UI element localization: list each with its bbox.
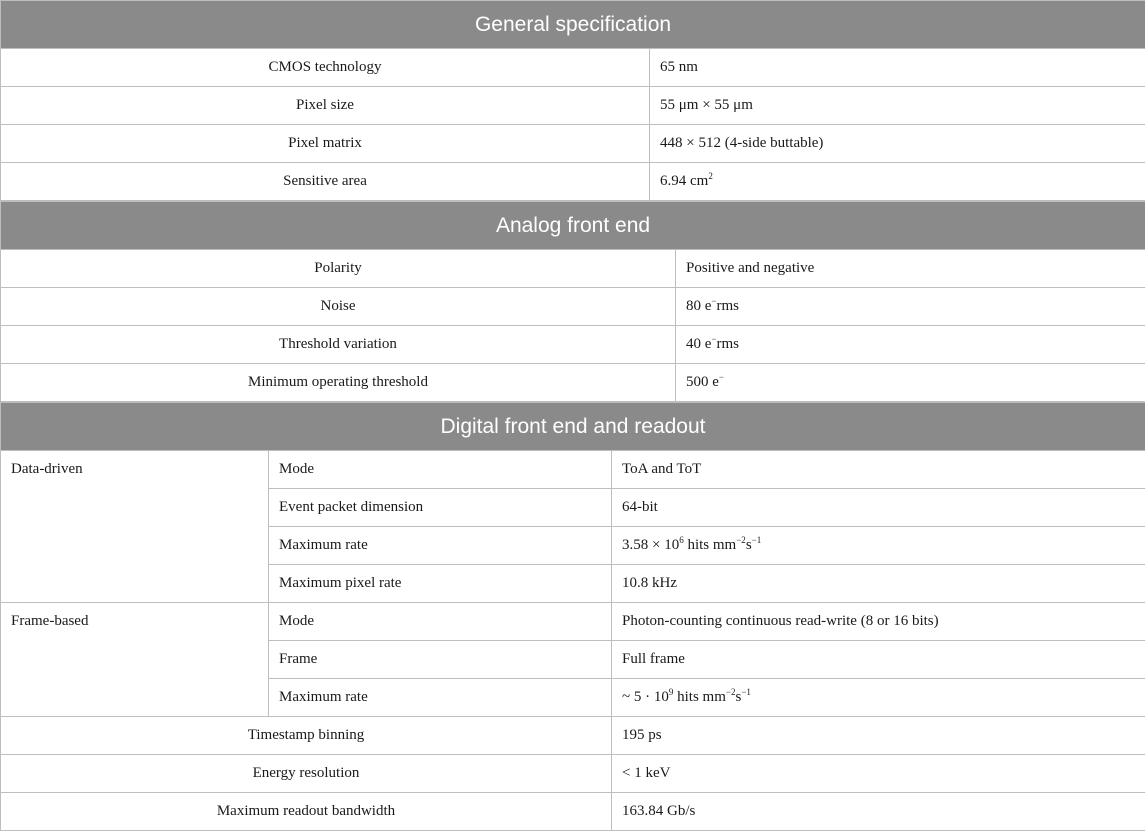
row-value: [676, 364, 1145, 402]
row-label: Maximum pixel rate: [269, 565, 612, 603]
row-value: [676, 326, 1145, 364]
row-value: [650, 163, 1145, 201]
row-value: [612, 527, 1145, 565]
value-suffix: hits mm: [673, 689, 726, 705]
row-label: Mode: [269, 603, 612, 641]
digital-spec-table: [0, 402, 1145, 831]
row-value: Photon-counting continuous read-write (8 or 16 bits): [612, 603, 1145, 641]
value-text: 500 e: [686, 374, 719, 390]
row-value: [612, 679, 1145, 717]
row-label: Pixel size: [1, 87, 650, 125]
row-value: < 1 keV: [612, 755, 1145, 793]
value-text: 3.58 × 10: [622, 537, 680, 553]
table-row: [1, 451, 1145, 489]
value-suffix: hits mm: [683, 537, 737, 553]
value-text: 80 e: [686, 298, 712, 314]
row-label: Maximum rate: [269, 527, 612, 565]
value-suffix: rms: [716, 298, 739, 314]
row-label: Mode: [269, 451, 612, 489]
value-superscript: −: [711, 334, 717, 344]
table-row: [1, 87, 1145, 125]
value-superscript: −2: [736, 535, 746, 545]
value-superscript: −1: [741, 687, 751, 697]
value-superscript: 9: [668, 687, 674, 697]
row-label: Energy resolution: [1, 755, 612, 793]
table-row: [1, 125, 1145, 163]
row-label: Sensitive area: [1, 163, 650, 201]
value-suffix: rms: [716, 336, 739, 352]
table-row: [1, 364, 1145, 402]
table-row: [1, 603, 1145, 641]
section-header-general: General specification: [1, 1, 1145, 49]
row-value: 448 × 512 (4-side buttable): [650, 125, 1145, 163]
value-superscript: −: [718, 372, 724, 382]
table-row: [1, 793, 1145, 831]
row-value: 195 ps: [612, 717, 1145, 755]
row-value: 55 μm × 55 μm: [650, 87, 1145, 125]
value-text: 40 e: [686, 336, 712, 352]
row-label: Noise: [1, 288, 676, 326]
general-spec-table: [0, 0, 1145, 201]
value-superscript: 6: [679, 535, 684, 545]
row-value: ToA and ToT: [612, 451, 1145, 489]
row-label: Event packet dimension: [269, 489, 612, 527]
row-value: Full frame: [612, 641, 1145, 679]
section-header-analog: Analog front end: [1, 202, 1145, 250]
row-label: Frame: [269, 641, 612, 679]
row-label: Polarity: [1, 250, 676, 288]
row-label: Maximum readout bandwidth: [1, 793, 612, 831]
row-value: [676, 288, 1145, 326]
value-superscript: 2: [708, 171, 713, 181]
value-text: 6.94 cm: [660, 173, 709, 189]
table-row: [1, 326, 1145, 364]
table-row: [1, 250, 1145, 288]
value-superscript: −2: [725, 687, 736, 697]
row-value: 10.8 kHz: [612, 565, 1145, 603]
table-row: [1, 49, 1145, 87]
row-value: 65 nm: [650, 49, 1145, 87]
table-row: [1, 163, 1145, 201]
value-superscript: −1: [751, 535, 762, 545]
row-label: Minimum operating threshold: [1, 364, 676, 402]
row-label: Threshold variation: [1, 326, 676, 364]
value-suffix: s: [745, 537, 752, 553]
row-label: Maximum rate: [269, 679, 612, 717]
row-value: Positive and negative: [676, 250, 1145, 288]
section-header-digital: Digital front end and readout: [1, 403, 1145, 451]
row-label: CMOS technology: [1, 49, 650, 87]
row-label: Timestamp binning: [1, 717, 612, 755]
value-text: ~ 5 · 10: [622, 689, 669, 705]
group-label-data-driven: Data-driven: [1, 451, 269, 603]
table-row: [1, 755, 1145, 793]
value-suffix: s: [735, 689, 742, 705]
table-row: [1, 288, 1145, 326]
analog-spec-table: [0, 201, 1145, 402]
value-superscript: −: [711, 296, 717, 306]
table-row: [1, 717, 1145, 755]
group-label-frame-based: Frame-based: [1, 603, 269, 717]
row-value: 163.84 Gb/s: [612, 793, 1145, 831]
row-value: 64-bit: [612, 489, 1145, 527]
row-label: Pixel matrix: [1, 125, 650, 163]
